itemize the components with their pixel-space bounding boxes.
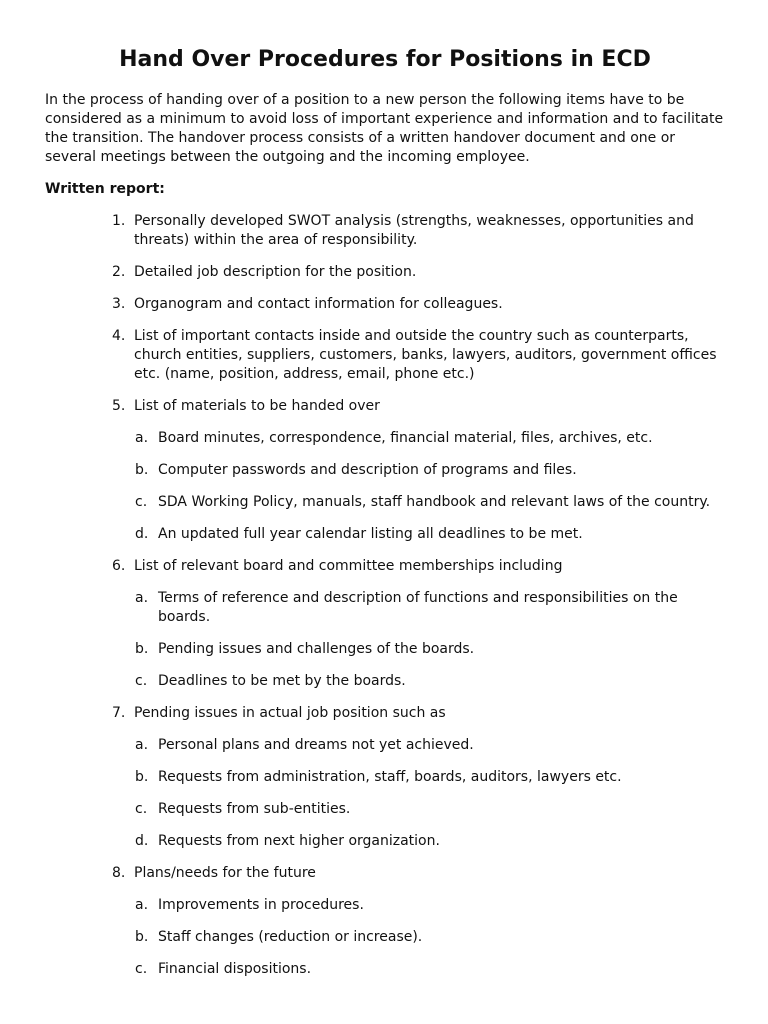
- list-item-number: 8.: [112, 865, 126, 881]
- sub-list-item: [134, 640, 725, 659]
- sub-list-item-letter: b.: [135, 769, 149, 785]
- sub-list-item-text: Staff changes (reduction or increase).: [158, 929, 423, 945]
- sub-list-item-letter: a.: [135, 897, 149, 913]
- list-item: [45, 397, 725, 544]
- sub-list-item-text: Personal plans and dreams not yet achieved.: [158, 737, 474, 753]
- list-item: [45, 557, 725, 691]
- sub-list-item: [134, 672, 725, 691]
- sub-list-item: [134, 736, 725, 755]
- list-item-text: List of relevant board and committee memberships including: [134, 558, 563, 574]
- list-item-text: List of materials to be handed over: [134, 398, 380, 414]
- sub-list-item-letter: a.: [135, 737, 149, 753]
- sub-list-item-letter: a.: [135, 430, 149, 446]
- sub-list-item-letter: c.: [135, 961, 148, 977]
- list-item-text: Organogram and contact information for colleagues.: [134, 296, 503, 312]
- list-item-number: 4.: [112, 328, 126, 344]
- sub-list-item: [134, 960, 725, 979]
- sub-list-item: [134, 493, 725, 512]
- sub-list-item-letter: c.: [135, 673, 148, 689]
- sub-list-item-letter: b.: [135, 929, 149, 945]
- sub-list-item-text: Terms of reference and description of functions and responsibilities on the boards.: [158, 590, 678, 625]
- sub-list-item-text: Improvements in procedures.: [158, 897, 364, 913]
- list-item-text: List of important contacts inside and outside the country such as counterparts, church entities, suppliers, customers, banks, lawyers, auditors, government offices etc. (name, position, address, email, phone etc.): [134, 328, 717, 382]
- sub-list-item-letter: b.: [135, 462, 149, 478]
- sub-list-item: [134, 461, 725, 480]
- list-item-number: 7.: [112, 705, 126, 721]
- numbered-list: [45, 212, 725, 979]
- sub-list-item: [134, 525, 725, 544]
- sub-list-item-text: Requests from administration, staff, boards, auditors, lawyers etc.: [158, 769, 622, 785]
- list-item-text: Plans/needs for the future: [134, 865, 316, 881]
- sub-list: [134, 736, 725, 851]
- sub-list-item-text: Computer passwords and description of programs and files.: [158, 462, 577, 478]
- sub-list-item-letter: c.: [135, 801, 148, 817]
- section-heading: Written report:: [45, 181, 165, 197]
- list-item-number: 6.: [112, 558, 126, 574]
- list-item-number: 2.: [112, 264, 126, 280]
- sub-list: [134, 896, 725, 979]
- list-item: [45, 212, 725, 250]
- sub-list-item-text: Deadlines to be met by the boards.: [158, 673, 406, 689]
- document-page: [45, 46, 725, 992]
- list-item-number: 3.: [112, 296, 126, 312]
- sub-list-item-text: Pending issues and challenges of the boards.: [158, 641, 475, 657]
- sub-list: [134, 429, 725, 544]
- sub-list-item: [134, 768, 725, 787]
- sub-list-item: [134, 832, 725, 851]
- list-item: [45, 704, 725, 851]
- list-item-text: Detailed job description for the position.: [134, 264, 417, 280]
- list-item-number: 5.: [112, 398, 126, 414]
- list-item-number: 1.: [112, 213, 126, 229]
- list-item-text: Personally developed SWOT analysis (strengths, weaknesses, opportunities and threats) within the area of responsibility.: [134, 213, 694, 248]
- sub-list-item: [134, 928, 725, 947]
- sub-list-item-letter: d.: [135, 833, 149, 849]
- document-title: Hand Over Procedures for Positions in ECD: [119, 47, 651, 72]
- list-item: [45, 295, 725, 314]
- sub-list: [134, 589, 725, 691]
- list-item-text: Pending issues in actual job position such as: [134, 705, 446, 721]
- sub-list-item-letter: c.: [135, 494, 148, 510]
- list-item: [45, 327, 725, 384]
- sub-list-item-text: Requests from sub-entities.: [158, 801, 351, 817]
- sub-list-item-text: An updated full year calendar listing all deadlines to be met.: [158, 526, 583, 542]
- sub-list-item: [134, 800, 725, 819]
- sub-list-item: [134, 896, 725, 915]
- sub-list-item-letter: d.: [135, 526, 149, 542]
- sub-list-item-text: SDA Working Policy, manuals, staff handbook and relevant laws of the country.: [158, 494, 711, 510]
- sub-list-item-text: Board minutes, correspondence, financial material, files, archives, etc.: [158, 430, 653, 446]
- sub-list-item: [134, 429, 725, 448]
- sub-list-item-text: Financial dispositions.: [158, 961, 312, 977]
- sub-list-item-letter: a.: [135, 590, 149, 606]
- sub-list-item-letter: b.: [135, 641, 149, 657]
- list-item: [45, 864, 725, 979]
- sub-list-item-text: Requests from next higher organization.: [158, 833, 440, 849]
- sub-list-item: [134, 589, 725, 627]
- intro-paragraph: In the process of handing over of a position to a new person the following items have to be considered as a minimum to avoid loss of important experience and information and to facilitate the transition. The handover process consists of a written handover document and one or several meetings between the outgoing and the incoming employee.: [45, 92, 724, 165]
- list-item: [45, 263, 725, 282]
